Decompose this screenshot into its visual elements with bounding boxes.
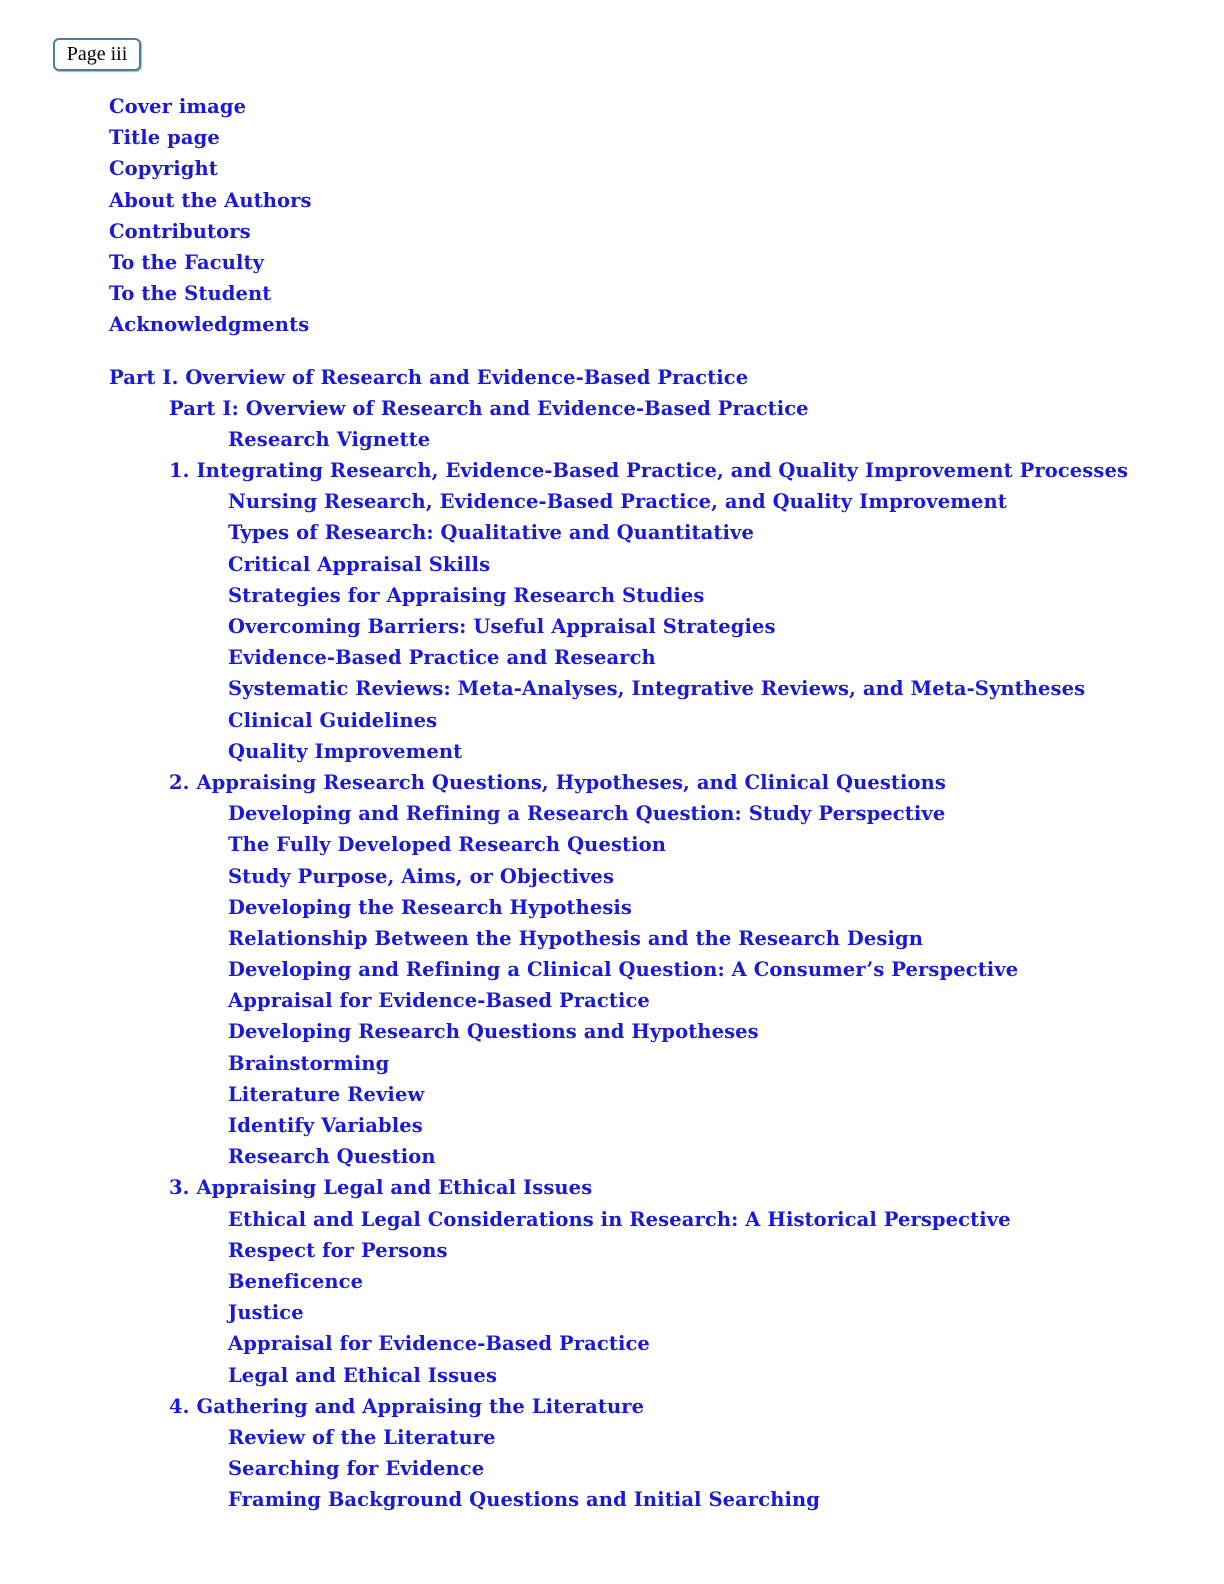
toc-entry xyxy=(0,424,1224,455)
toc-link-section[interactable]: Justice xyxy=(228,1301,304,1325)
toc-entry xyxy=(0,1141,1224,1172)
toc-entry xyxy=(0,611,1224,642)
toc-link-section[interactable]: Brainstorming xyxy=(228,1051,390,1075)
toc-entry xyxy=(0,1048,1224,1079)
toc-entry xyxy=(0,393,1224,424)
toc-link-section[interactable]: Appraisal for Evidence-Based Practice xyxy=(228,989,650,1013)
toc-entry xyxy=(0,985,1224,1016)
toc-entry xyxy=(0,1391,1224,1422)
toc-entry xyxy=(0,455,1224,486)
toc-link-section[interactable]: Identify Variables xyxy=(228,1114,423,1137)
toc-entry xyxy=(0,1235,1224,1266)
toc-entry xyxy=(0,798,1224,829)
toc-entry xyxy=(0,91,1224,122)
toc-entry xyxy=(0,153,1224,184)
toc-link-chapter-4[interactable]: 4. Gathering and Appraising the Literature xyxy=(169,1394,645,1418)
toc-entry xyxy=(0,278,1224,309)
toc-link-section[interactable]: Developing Research Questions and Hypotheses xyxy=(228,1020,759,1044)
toc-link-section[interactable]: The Fully Developed Research Question xyxy=(228,833,667,857)
toc-entry xyxy=(0,1016,1224,1047)
toc-entry xyxy=(0,1172,1224,1203)
toc-link-section[interactable]: Study Purpose, Aims, or Objectives xyxy=(228,864,615,888)
toc-entry xyxy=(0,1110,1224,1141)
toc-link-chapter-2[interactable]: 2. Appraising Research Questions, Hypotheses, and Clinical Questions xyxy=(169,770,947,794)
toc-entry xyxy=(0,1360,1224,1391)
toc-entry xyxy=(0,767,1224,798)
toc-entry xyxy=(0,1453,1224,1484)
toc-entry xyxy=(0,122,1224,153)
toc-link-section[interactable]: Developing and Refining a Clinical Question: A Consumer’s Perspective xyxy=(228,958,1019,982)
toc-link-section[interactable]: Strategies for Appraising Research Studies xyxy=(228,583,705,607)
toc-link-title-page[interactable]: Title page xyxy=(109,126,220,150)
toc-link-section[interactable]: Developing the Research Hypothesis xyxy=(228,895,632,919)
toc-entry xyxy=(0,1297,1224,1328)
toc-entry xyxy=(0,1079,1224,1110)
toc-entry xyxy=(0,517,1224,548)
toc-link-section[interactable]: Critical Appraisal Skills xyxy=(228,552,491,576)
toc-entry xyxy=(0,1484,1224,1515)
toc-link-section[interactable]: Evidence-Based Practice and Research xyxy=(228,646,656,670)
toc-entry xyxy=(0,861,1224,892)
toc-entry xyxy=(0,549,1224,580)
toc-link-section[interactable]: Appraisal for Evidence-Based Practice xyxy=(228,1332,650,1356)
toc-entry xyxy=(0,642,1224,673)
toc-link-to-faculty[interactable]: To the Faculty xyxy=(109,250,265,274)
toc-link-part-1[interactable]: Part I. Overview of Research and Evidence-Based Practice xyxy=(109,365,749,389)
toc-link-copyright[interactable]: Copyright xyxy=(109,157,218,181)
toc-link-section[interactable]: Quality Improvement xyxy=(228,739,463,763)
toc-link-section[interactable]: Types of Research: Qualitative and Quantitative xyxy=(228,521,754,545)
toc-entry xyxy=(0,829,1224,860)
toc-link-section[interactable]: Ethical and Legal Considerations in Research: A Historical Perspective xyxy=(228,1207,1011,1231)
toc-link-section[interactable]: Relationship Between the Hypothesis and the Research Design xyxy=(228,926,923,950)
toc-entry xyxy=(0,185,1224,216)
toc-entry xyxy=(0,1204,1224,1235)
toc-entry xyxy=(0,1422,1224,1453)
toc-entry xyxy=(0,216,1224,247)
toc-link-section[interactable]: Literature Review xyxy=(228,1082,425,1106)
toc-link-to-student[interactable]: To the Student xyxy=(109,282,272,306)
toc-entry xyxy=(0,309,1224,340)
toc-link-contributors[interactable]: Contributors xyxy=(109,219,251,243)
toc-entry xyxy=(0,486,1224,517)
toc-link-research-vignette[interactable]: Research Vignette xyxy=(228,427,431,451)
toc-entry xyxy=(0,736,1224,767)
toc-entry xyxy=(0,954,1224,985)
toc-entry xyxy=(0,923,1224,954)
toc-entry xyxy=(0,580,1224,611)
toc-entry xyxy=(0,247,1224,278)
toc-entry xyxy=(0,673,1224,704)
toc-link-section[interactable]: Beneficence xyxy=(228,1269,364,1293)
toc-link-cover-image[interactable]: Cover image xyxy=(109,95,247,118)
toc-link-section[interactable]: Nursing Research, Evidence-Based Practice, and Quality Improvement xyxy=(228,490,1007,514)
toc-link-acknowledgments[interactable]: Acknowledgments xyxy=(109,313,310,337)
toc-link-chapter-3[interactable]: 3. Appraising Legal and Ethical Issues xyxy=(169,1176,593,1200)
toc-entry xyxy=(0,1266,1224,1297)
toc-entry xyxy=(0,362,1224,393)
toc-entry xyxy=(0,1328,1224,1359)
toc-link-section[interactable]: Searching for Evidence xyxy=(228,1457,485,1481)
toc-link-section[interactable]: Respect for Persons xyxy=(228,1238,448,1262)
toc-link-section[interactable]: Review of the Literature xyxy=(228,1425,496,1449)
toc-entry xyxy=(0,892,1224,923)
toc-link-section[interactable]: Systematic Reviews: Meta-Analyses, Integrative Reviews, and Meta-Syntheses xyxy=(228,677,1086,701)
toc-link-section[interactable]: Framing Background Questions and Initial Searching xyxy=(228,1488,821,1512)
toc-link-about-authors[interactable]: About the Authors xyxy=(109,188,312,212)
toc-entry xyxy=(0,705,1224,736)
toc-link-section[interactable]: Clinical Guidelines xyxy=(228,708,438,732)
page-number-badge: Page iii xyxy=(53,38,141,71)
toc-link-section[interactable]: Legal and Ethical Issues xyxy=(228,1363,498,1387)
table-of-contents xyxy=(0,91,1224,1515)
toc-link-section[interactable]: Overcoming Barriers: Useful Appraisal Strategies xyxy=(228,615,776,638)
toc-link-part-1-intro[interactable]: Part I: Overview of Research and Evidence-Based Practice xyxy=(169,396,809,420)
toc-link-section[interactable]: Developing and Refining a Research Question: Study Perspective xyxy=(228,802,946,826)
toc-link-section[interactable]: Research Question xyxy=(228,1145,436,1169)
toc-link-chapter-1[interactable]: 1. Integrating Research, Evidence-Based Practice, and Quality Improvement Processes xyxy=(169,459,1129,483)
